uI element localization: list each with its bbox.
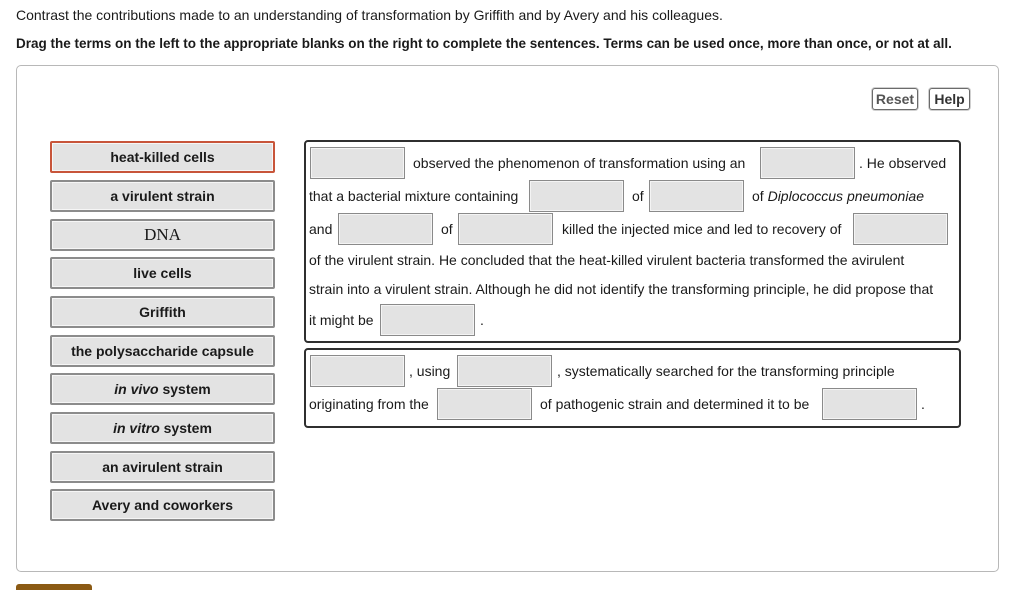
sentence-text: of — [632, 188, 644, 204]
help-button[interactable]: Help — [929, 88, 970, 110]
drop-blank-4[interactable] — [649, 180, 744, 212]
term-in-vivo-system[interactable] — [50, 373, 275, 405]
term-label: DNA — [144, 225, 181, 244]
sentence-text: . — [480, 312, 484, 328]
reset-button[interactable]: Reset — [872, 88, 918, 110]
term-in-vitro-system[interactable] — [50, 412, 275, 444]
term-label: the polysaccharide capsule — [71, 343, 254, 359]
drop-blank-11[interactable] — [437, 388, 532, 420]
sentence-text: that a bacterial mixture containing — [309, 188, 519, 204]
drop-blank-2[interactable] — [760, 147, 855, 179]
sentence-text: and — [309, 221, 333, 237]
term-label: live cells — [133, 265, 192, 281]
term-label-italic: in vitro — [113, 420, 160, 436]
term-label — [114, 381, 211, 397]
sentence-text: originating from the — [309, 396, 429, 412]
sentence-text: , systematically searched for the transforming principle — [557, 363, 895, 379]
sentence-text: . He observed — [859, 155, 947, 171]
term-label: Griffith — [139, 304, 186, 320]
term-a-virulent-strain[interactable] — [50, 180, 275, 212]
term-an-avirulent-strain[interactable] — [50, 451, 275, 483]
drop-blank-8[interactable] — [380, 304, 475, 336]
term-polysaccharide-capsule[interactable] — [50, 335, 275, 367]
sentence-text: . — [921, 396, 925, 412]
drag-instructions: Drag the terms on the left to the appropriate blanks on the right to complete the sentences. Terms can be used once, more than once, or not at all. — [16, 36, 952, 51]
term-label — [113, 420, 212, 436]
term-dna[interactable] — [50, 219, 275, 251]
term-label: a virulent strain — [110, 188, 215, 204]
term-avery-and-coworkers[interactable] — [50, 489, 275, 521]
sentence-text: killed the injected mice and led to recovery of — [562, 221, 842, 237]
drop-blank-3[interactable] — [529, 180, 624, 212]
drop-blank-12[interactable] — [822, 388, 917, 420]
term-live-cells[interactable] — [50, 257, 275, 289]
term-griffith[interactable] — [50, 296, 275, 328]
question-prompt: Contrast the contributions made to an understanding of transformation by Griffith and by Avery and his colleagues. — [16, 7, 723, 23]
term-label-rest: system — [159, 420, 212, 436]
drop-blank-1[interactable] — [310, 147, 405, 179]
sentence-text: , using — [409, 363, 451, 379]
drop-blank-5[interactable] — [338, 213, 433, 245]
term-label: an avirulent strain — [102, 459, 223, 475]
submit-button-edge[interactable] — [16, 584, 92, 590]
term-label: heat-killed cells — [110, 149, 215, 165]
term-label: Avery and coworkers — [91, 497, 234, 513]
sentence-text: of pathogenic strain and determined it to be — [540, 396, 810, 412]
drop-blank-9[interactable] — [310, 355, 405, 387]
term-heat-killed-cells[interactable] — [50, 141, 275, 173]
sentence-text-part: of — [752, 188, 768, 204]
term-label-italic: in vivo — [114, 381, 159, 397]
term-label-rest: system — [158, 381, 211, 397]
sentence-text: of — [441, 221, 453, 237]
sentence-text — [752, 188, 924, 204]
sentence-text: strain into a virulent strain. Although he did not identify the transforming principle, he did propose that — [309, 281, 934, 297]
species-name: Diplococcus pneumoniae — [767, 188, 925, 204]
sentence-text: observed the phenomenon of transformation using an — [413, 155, 746, 171]
sentence-text: of the virulent strain. He concluded that the heat-killed virulent bacteria transformed the avirulent — [309, 252, 905, 268]
sentence-text: it might be — [309, 312, 374, 328]
drop-blank-6[interactable] — [458, 213, 553, 245]
drop-blank-7[interactable] — [853, 213, 948, 245]
drop-blank-10[interactable] — [457, 355, 552, 387]
